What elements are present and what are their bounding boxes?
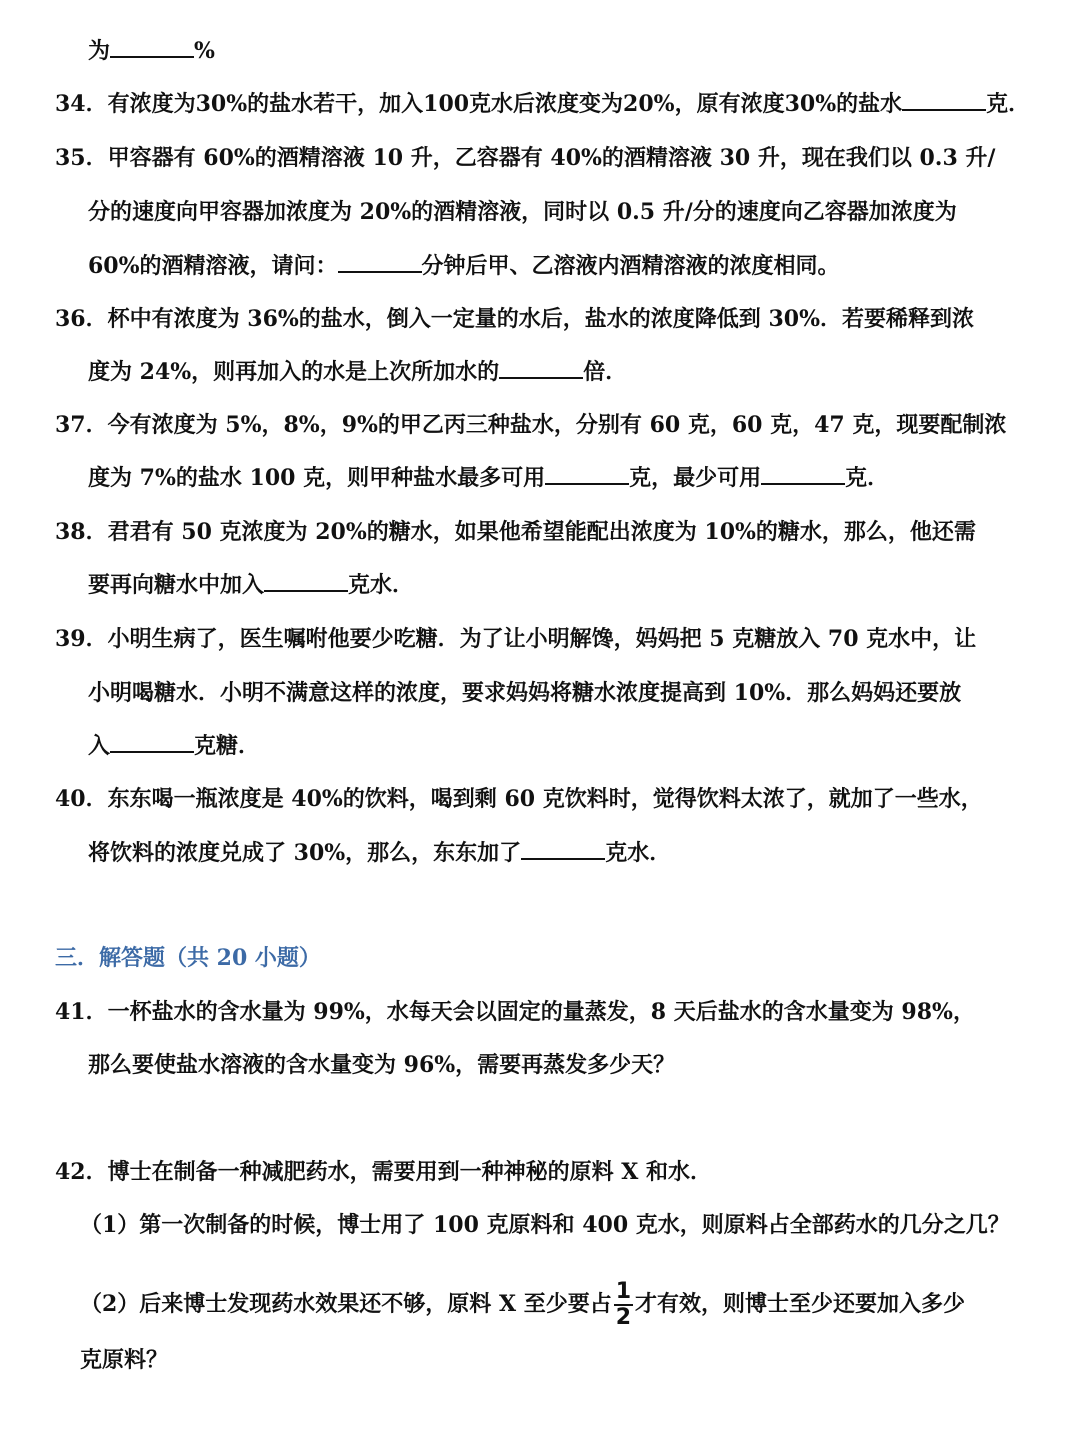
question-35-line2: 分的速度向甲容器加浓度为 20%的酒精溶液，同时以 0.5 升/分的速度向乙容器加浓度为 [88, 199, 957, 225]
answer-blank[interactable] [902, 89, 986, 111]
q39-text: 入 [88, 733, 111, 759]
question-39-line2: 小明喝糖水．小明不满意这样的浓度，要求妈妈将糖水浓度提高到 10%．那么妈妈还要放 [88, 680, 962, 706]
question-39-line3 [88, 731, 260, 761]
answer-blank-min[interactable] [761, 463, 845, 485]
q39-unit: 克糖． [194, 733, 261, 759]
q37-unit: 克． [845, 465, 890, 491]
answer-blank[interactable] [110, 36, 194, 58]
fraction-denominator: 2 [615, 1305, 632, 1330]
fraction-numerator: 1 [615, 1279, 632, 1304]
question-40-line2 [88, 838, 671, 868]
question-40-line1: 40．东东喝一瓶浓度是 40%的饮料，喝到剩 60 克饮料时，觉得饮料太浓了，就加了一些水， [55, 786, 983, 812]
answer-blank[interactable] [521, 838, 605, 860]
question-41-line1: 41．一杯盐水的含水量为 99%，水每天会以固定的量蒸发，8 天后盐水的含水量变为 98%， [55, 999, 975, 1025]
question-39-line1: 39．小明生病了，医生嘱咐他要少吃糖．为了让小明解馋，妈妈把 5 克糖放入 70 克水中，让 [55, 626, 977, 652]
q42-part2-text: （2）后来博士发现药水效果还不够，原料 X 至少要占 [80, 1291, 612, 1317]
answer-blank[interactable] [499, 357, 583, 379]
question-38-line2 [88, 570, 414, 600]
question-36-line1: 36．杯中有浓度为 36%的盐水，倒入一定量的水后，盐水的浓度降低到 30%．若要稀释到浓 [55, 306, 974, 332]
question-37-line2 [88, 463, 889, 493]
question-41-line2: 那么要使盐水溶液的含水量变为 96%，需要再蒸发多少天？ [88, 1052, 676, 1078]
fraction-one-half [614, 1280, 633, 1330]
question-35-line3 [88, 251, 840, 281]
section-title: 三．解答题（共 20 小题） [55, 945, 321, 971]
question-36-line2 [88, 357, 627, 387]
q33-tail [88, 36, 215, 66]
question-37-line1: 37．今有浓度为 5%，8%，9%的甲乙丙三种盐水，分别有 60 克，60 克，47 克，现要配制浓 [55, 412, 1007, 438]
question-35-line1: 35．甲容器有 60%的酒精溶液 10 升，乙容器有 40%的酒精溶液 30 升，现在我们以 0.3 升/ [55, 145, 996, 171]
q34-text: 34．有浓度为30%的盐水若干，加入100克水后浓度变为20%，原有浓度30%的盐水 [55, 91, 903, 117]
question-38-line1: 38．君君有 50 克浓度为 20%的糖水，如果他希望能配出浓度为 10%的糖水，那么，他还需 [55, 519, 976, 545]
question-42-part2 [80, 1280, 965, 1330]
q42-part2-text-tail: 才有效，则博士至少还要加入多少 [635, 1291, 966, 1317]
answer-blank[interactable] [110, 731, 194, 753]
q33-tail-unit: % [194, 38, 215, 64]
q37-text-mid: 克，最少可用 [629, 465, 762, 491]
q38-unit: 克水． [348, 572, 415, 598]
question-34 [55, 89, 1030, 119]
q33-tail-text: 为 [88, 38, 111, 64]
q38-text: 要再向糖水中加入 [88, 572, 265, 598]
question-42-line1: 42．博士在制备一种减肥药水，需要用到一种神秘的原料 X 和水． [55, 1159, 713, 1185]
answer-blank-max[interactable] [545, 463, 629, 485]
q40-text: 将饮料的浓度兑成了 30%，那么，东东加了 [88, 840, 522, 866]
answer-blank[interactable] [264, 570, 348, 592]
q36-unit: 倍． [583, 359, 628, 385]
q35-text-tail: 分钟后甲、乙溶液内酒精溶液的浓度相同。 [421, 253, 840, 279]
answer-blank[interactable] [338, 251, 422, 273]
q36-text: 度为 24%，则再加入的水是上次所加水的 [88, 359, 500, 385]
question-42-part1: （1）第一次制备的时候，博士用了 100 克原料和 400 克水，则原料占全部药水的几分之几？ [80, 1212, 1010, 1238]
q35-text: 60%的酒精溶液，请问： [88, 253, 338, 279]
q37-text: 度为 7%的盐水 100 克，则甲种盐水最多可用 [88, 465, 546, 491]
q40-unit: 克水． [605, 840, 672, 866]
question-42-part2-line2: 克原料？ [80, 1347, 169, 1373]
q34-unit: 克． [986, 91, 1031, 117]
